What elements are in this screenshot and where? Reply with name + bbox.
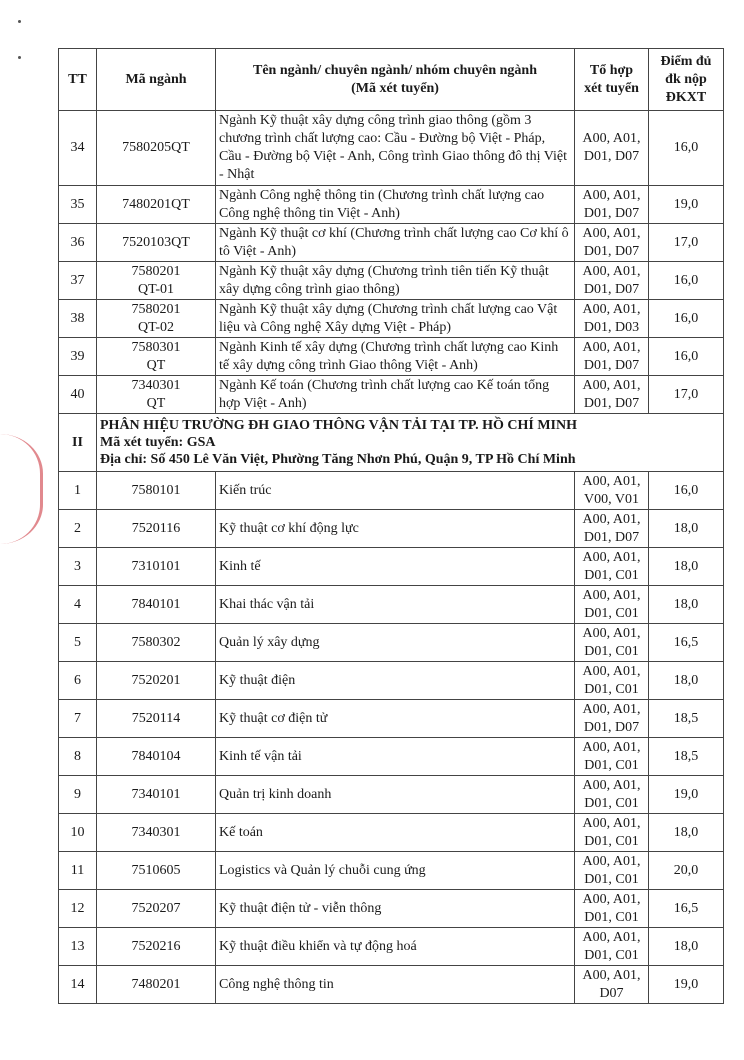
major-name: Kinh tế bbox=[216, 548, 575, 586]
subject-combination-line2: D01, C01 bbox=[584, 871, 639, 887]
subject-combination-line1: A00, A01, bbox=[582, 967, 641, 983]
section2-heading-body bbox=[59, 414, 724, 472]
minimum-score: 20,0 bbox=[649, 852, 724, 890]
minimum-score: 19,0 bbox=[649, 186, 724, 224]
subject-combination-line2: D01, D07 bbox=[583, 243, 640, 259]
major-code-line1: 7580205QT bbox=[122, 140, 190, 155]
major-name: Kỹ thuật điều khiển và tự động hoá bbox=[216, 928, 575, 966]
subject-combination-line1: A00, A01, bbox=[582, 339, 641, 355]
major-code bbox=[97, 338, 216, 376]
row-index: 8 bbox=[59, 738, 97, 776]
major-code: 7580302 bbox=[97, 624, 216, 662]
minimum-score: 16,5 bbox=[649, 624, 724, 662]
major-code-line1: 7340301 bbox=[131, 377, 181, 393]
major-code-line1: 7480201QT bbox=[122, 196, 190, 212]
major-code-line2: QT bbox=[146, 395, 166, 411]
row-index: 2 bbox=[59, 510, 97, 548]
major-name: Kế toán bbox=[216, 814, 575, 852]
major-code-line1: 7580301 bbox=[131, 339, 181, 355]
major-code bbox=[97, 224, 216, 262]
major-name: Ngành Kỹ thuật xây dựng (Chương trình chất lượng cao Vật liệu và Công nghệ Xây dựng Việt - Pháp) bbox=[216, 300, 575, 338]
table-row bbox=[59, 376, 724, 414]
minimum-score: 16,0 bbox=[649, 300, 724, 338]
row-index: 34 bbox=[59, 111, 97, 186]
header-name-line2: (Mã xét tuyển) bbox=[351, 80, 439, 96]
major-name: Kỹ thuật cơ điện tử bbox=[216, 700, 575, 738]
major-code bbox=[97, 300, 216, 338]
major-name: Logistics và Quản lý chuỗi cung ứng bbox=[216, 852, 575, 890]
subject-combination bbox=[575, 186, 649, 224]
subject-combination-line2: D01, C01 bbox=[584, 643, 639, 659]
subject-combination-line1: A00, A01, bbox=[582, 663, 641, 679]
subject-combination bbox=[575, 548, 649, 586]
major-name: Kỹ thuật điện tử - viễn thông bbox=[216, 890, 575, 928]
major-name: Ngành Kỹ thuật xây dựng (Chương trình tiên tiến Kỹ thuật xây dựng công trình giao thông) bbox=[216, 262, 575, 300]
subject-combination bbox=[575, 928, 649, 966]
section1-body bbox=[59, 111, 724, 414]
header-score-line1: Điểm đủ bbox=[660, 53, 712, 69]
subject-combination bbox=[575, 262, 649, 300]
subject-combination-line1: A00, A01, bbox=[582, 739, 641, 755]
table-row bbox=[59, 224, 724, 262]
section2-title: PHÂN HIỆU TRƯỜNG ĐH GIAO THÔNG VẬN TẢI TẠI TP. HỒ CHÍ MINH bbox=[100, 418, 577, 433]
minimum-score: 19,0 bbox=[649, 776, 724, 814]
table-row bbox=[59, 928, 724, 966]
major-code-line2: QT-02 bbox=[137, 319, 175, 335]
row-index: 14 bbox=[59, 966, 97, 1004]
table-row bbox=[59, 852, 724, 890]
subject-combination-line2: D01, D07 bbox=[583, 719, 640, 735]
major-code: 7510605 bbox=[97, 852, 216, 890]
subject-combination-line2: D01, C01 bbox=[584, 909, 639, 925]
header-combo bbox=[575, 49, 649, 111]
major-code-line2: QT bbox=[146, 357, 166, 373]
major-code: 7840104 bbox=[97, 738, 216, 776]
subject-combination-line2: D01, C01 bbox=[584, 681, 639, 697]
major-code: 7580101 bbox=[97, 472, 216, 510]
subject-combination-line1: A00, A01, bbox=[582, 473, 641, 489]
section2-index: II bbox=[59, 414, 97, 472]
header-code: Mã ngành bbox=[97, 49, 216, 111]
major-name: Khai thác vận tải bbox=[216, 586, 575, 624]
table-row bbox=[59, 300, 724, 338]
table-row bbox=[59, 111, 724, 186]
major-code: 7520114 bbox=[97, 700, 216, 738]
header-score bbox=[649, 49, 724, 111]
subject-combination-line2: D01, D07 bbox=[583, 529, 640, 545]
subject-combination-line1: A00, A01, bbox=[582, 301, 641, 317]
major-code bbox=[97, 186, 216, 224]
subject-combination-line2: D07 bbox=[599, 985, 624, 1001]
subject-combination-line1: A00, A01, bbox=[582, 777, 641, 793]
subject-combination bbox=[575, 338, 649, 376]
red-seal-stamp bbox=[0, 434, 43, 544]
table-row bbox=[59, 338, 724, 376]
header-name bbox=[216, 49, 575, 111]
subject-combination-line1: A00, A01, bbox=[582, 587, 641, 603]
subject-combination bbox=[575, 890, 649, 928]
row-index: 13 bbox=[59, 928, 97, 966]
subject-combination bbox=[575, 624, 649, 662]
subject-combination-line2: V00, V01 bbox=[584, 491, 639, 507]
major-name: Quản trị kinh doanh bbox=[216, 776, 575, 814]
scan-speck bbox=[18, 56, 21, 59]
row-index: 37 bbox=[59, 262, 97, 300]
minimum-score: 18,0 bbox=[649, 662, 724, 700]
subject-combination bbox=[575, 300, 649, 338]
header-combo-line2: xét tuyển bbox=[584, 80, 639, 96]
subject-combination-line1: A00, A01, bbox=[582, 891, 641, 907]
major-code: 7340101 bbox=[97, 776, 216, 814]
minimum-score: 16,0 bbox=[649, 111, 724, 186]
major-code-line2: QT-01 bbox=[137, 281, 175, 297]
minimum-score: 17,0 bbox=[649, 224, 724, 262]
subject-combination-line1: A00, A01, bbox=[582, 131, 641, 146]
major-code: 7340301 bbox=[97, 814, 216, 852]
subject-combination-line2: D01, D07 bbox=[583, 395, 640, 411]
subject-combination bbox=[575, 814, 649, 852]
section2-address: Địa chỉ: Số 450 Lê Văn Việt, Phường Tăng Nhơn Phú, Quận 9, TP Hồ Chí Minh bbox=[100, 452, 576, 467]
section2-body bbox=[59, 472, 724, 1004]
row-index: 36 bbox=[59, 224, 97, 262]
major-code-line1: 7520103QT bbox=[122, 234, 190, 250]
major-code-line1: 7580201 bbox=[131, 263, 181, 279]
table-row bbox=[59, 586, 724, 624]
subject-combination-line2: D01, D07 bbox=[583, 281, 640, 297]
minimum-score: 16,0 bbox=[649, 338, 724, 376]
subject-combination-line2: D01, D07 bbox=[583, 205, 640, 221]
table-row bbox=[59, 624, 724, 662]
major-code: 7520207 bbox=[97, 890, 216, 928]
subject-combination-line1: A00, A01, bbox=[582, 625, 641, 641]
minimum-score: 16,0 bbox=[649, 262, 724, 300]
major-name: Kiến trúc bbox=[216, 472, 575, 510]
table-row bbox=[59, 186, 724, 224]
subject-combination bbox=[575, 852, 649, 890]
major-code-line1: 7580201 bbox=[131, 301, 181, 317]
subject-combination-line1: A00, A01, bbox=[582, 701, 641, 717]
subject-combination-line1: A00, A01, bbox=[582, 377, 641, 393]
subject-combination-line2: D01, D03 bbox=[583, 319, 640, 335]
minimum-score: 18,0 bbox=[649, 548, 724, 586]
subject-combination bbox=[575, 472, 649, 510]
row-index: 3 bbox=[59, 548, 97, 586]
minimum-score: 16,0 bbox=[649, 472, 724, 510]
table-row bbox=[59, 472, 724, 510]
subject-combination-line2: D01, C01 bbox=[584, 567, 639, 583]
table-row bbox=[59, 662, 724, 700]
header-tt: TT bbox=[59, 49, 97, 111]
row-index: 39 bbox=[59, 338, 97, 376]
subject-combination-line1: A00, A01, bbox=[582, 929, 641, 945]
row-index: 7 bbox=[59, 700, 97, 738]
row-index: 35 bbox=[59, 186, 97, 224]
subject-combination bbox=[575, 111, 649, 186]
major-code bbox=[97, 376, 216, 414]
header-score-line3: ĐKXT bbox=[665, 89, 707, 105]
minimum-score: 18,0 bbox=[649, 814, 724, 852]
row-index: 9 bbox=[59, 776, 97, 814]
scan-speck bbox=[18, 20, 21, 23]
major-name: Ngành Kế toán (Chương trình chất lượng cao Kế toán tổng hợp Việt - Anh) bbox=[216, 376, 575, 414]
row-index: 4 bbox=[59, 586, 97, 624]
row-index: 6 bbox=[59, 662, 97, 700]
minimum-score: 18,5 bbox=[649, 738, 724, 776]
major-name: Kỹ thuật điện bbox=[216, 662, 575, 700]
subject-combination-line1: A00, A01, bbox=[582, 853, 641, 869]
subject-combination-line2: D01, D07 bbox=[583, 149, 640, 164]
subject-combination-line1: A00, A01, bbox=[582, 511, 641, 527]
subject-combination bbox=[575, 586, 649, 624]
major-code: 7310101 bbox=[97, 548, 216, 586]
subject-combination-line2: D01, C01 bbox=[584, 833, 639, 849]
subject-combination-line1: A00, A01, bbox=[582, 225, 641, 241]
subject-combination bbox=[575, 662, 649, 700]
subject-combination-line1: A00, A01, bbox=[582, 263, 641, 279]
row-index: 10 bbox=[59, 814, 97, 852]
minimum-score: 19,0 bbox=[649, 966, 724, 1004]
major-name: Kinh tế vận tải bbox=[216, 738, 575, 776]
table-header-row bbox=[59, 49, 724, 111]
subject-combination-line1: A00, A01, bbox=[582, 815, 641, 831]
header-combo-line1: Tổ hợp bbox=[589, 62, 634, 78]
row-index: 1 bbox=[59, 472, 97, 510]
section2-heading bbox=[97, 414, 724, 472]
row-index: 5 bbox=[59, 624, 97, 662]
subject-combination bbox=[575, 376, 649, 414]
admission-score-table bbox=[58, 48, 724, 1004]
table-row bbox=[59, 262, 724, 300]
subject-combination-line1: A00, A01, bbox=[582, 549, 641, 565]
section2-heading-row bbox=[59, 414, 724, 472]
subject-combination bbox=[575, 776, 649, 814]
major-code: 7520201 bbox=[97, 662, 216, 700]
table-row bbox=[59, 966, 724, 1004]
major-name: Kỹ thuật cơ khí động lực bbox=[216, 510, 575, 548]
row-index: 40 bbox=[59, 376, 97, 414]
table-row bbox=[59, 890, 724, 928]
major-name: Ngành Kỹ thuật cơ khí (Chương trình chất lượng cao Cơ khí ô tô Việt - Anh) bbox=[216, 224, 575, 262]
subject-combination-line2: D01, C01 bbox=[584, 795, 639, 811]
major-code: 7840101 bbox=[97, 586, 216, 624]
row-index: 38 bbox=[59, 300, 97, 338]
major-code bbox=[97, 111, 216, 186]
major-name: Công nghệ thông tin bbox=[216, 966, 575, 1004]
minimum-score: 18,5 bbox=[649, 700, 724, 738]
subject-combination-line2: D01, C01 bbox=[584, 947, 639, 963]
major-code: 7520216 bbox=[97, 928, 216, 966]
minimum-score: 18,0 bbox=[649, 510, 724, 548]
minimum-score: 16,5 bbox=[649, 890, 724, 928]
major-code bbox=[97, 262, 216, 300]
row-index: 12 bbox=[59, 890, 97, 928]
subject-combination bbox=[575, 224, 649, 262]
major-code: 7480201 bbox=[97, 966, 216, 1004]
subject-combination bbox=[575, 966, 649, 1004]
major-name: Ngành Kỹ thuật xây dựng công trình giao thông (gồm 3 chương trình chất lượng cao: Cầu - Đường bộ Việt - Pháp, Cầu - Đường bộ Việt - Anh, Công trình Giao thông đô thị Việt - Nhật bbox=[216, 111, 575, 186]
subject-combination bbox=[575, 700, 649, 738]
header-name-line1: Tên ngành/ chuyên ngành/ nhóm chuyên ngành bbox=[253, 62, 537, 78]
major-name: Ngành Công nghệ thông tin (Chương trình chất lượng cao Công nghệ thông tin Việt - Anh) bbox=[216, 186, 575, 224]
subject-combination-line2: D01, D07 bbox=[583, 357, 640, 373]
section2-admission-code: Mã xét tuyển: GSA bbox=[100, 435, 216, 450]
minimum-score: 17,0 bbox=[649, 376, 724, 414]
table-row bbox=[59, 510, 724, 548]
subject-combination bbox=[575, 738, 649, 776]
subject-combination-line2: D01, C01 bbox=[584, 605, 639, 621]
major-name: Ngành Kinh tế xây dựng (Chương trình chất lượng cao Kinh tế xây dựng công trình Giao thông Việt - Anh) bbox=[216, 338, 575, 376]
major-name: Quản lý xây dựng bbox=[216, 624, 575, 662]
subject-combination-line2: D01, C01 bbox=[584, 757, 639, 773]
table-row bbox=[59, 814, 724, 852]
row-index: 11 bbox=[59, 852, 97, 890]
minimum-score: 18,0 bbox=[649, 586, 724, 624]
subject-combination-line1: A00, A01, bbox=[582, 187, 641, 203]
table-row bbox=[59, 776, 724, 814]
subject-combination bbox=[575, 510, 649, 548]
table-row bbox=[59, 738, 724, 776]
table-row bbox=[59, 700, 724, 738]
table-row bbox=[59, 548, 724, 586]
header-score-line2: đk nộp bbox=[665, 71, 707, 87]
minimum-score: 18,0 bbox=[649, 928, 724, 966]
major-code: 7520116 bbox=[97, 510, 216, 548]
